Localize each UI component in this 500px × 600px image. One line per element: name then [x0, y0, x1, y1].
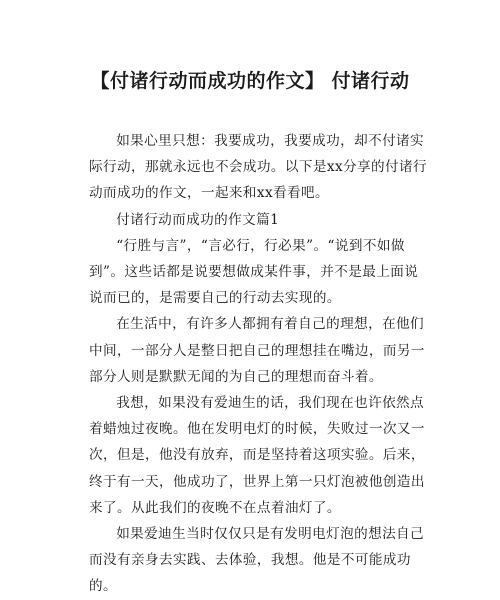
- paragraph-edison: 我想，如果没有爱迪生的话，我们现在也许依然点着蜡烛过夜晚。他在发明电灯的时候，失败过一次又一次，但是，他没有放弃，而是坚持着这项实验。后来，终于有一天，他成功了，世界上第一只灯泡被他创造出来了。从此我们的夜晚不在点着油灯了。: [89, 395, 425, 516]
- section-heading: 付诸行动而成功的作文篇1: [116, 211, 280, 228]
- paragraph-intro: 如果心里只想：我要成功，我要成功，却不付诸实际行动，那就永远也不会成功。以下是xx分享的付诸行动而成功的作文，一起来和xx看看吧。: [89, 133, 427, 202]
- paragraph-conclusion: 如果爱迪生当时仅仅只是有发明电灯泡的想法自己而没有亲身去实践、去体验，我想。他是不可能成功的。: [89, 526, 425, 595]
- paragraph-quotes: “行胜与言”，“言必行，行必果”。“说到不如做到”。这些话都是说要想做成某件事，并不是最上面说说而已的，是需要自己的行动去实现的。: [89, 237, 419, 307]
- document-body: [89, 128, 429, 600]
- paragraph-life: 在生活中，有许多人都拥有着自己的理想，在他们中间，一部分人是整日把自己的理想挂在嘴边，而另一部分人则是默默无闻的为自己的理想而奋斗着。: [89, 316, 425, 385]
- document-title: 【付诸行动而成功的作文】 付诸行动: [90, 70, 410, 92]
